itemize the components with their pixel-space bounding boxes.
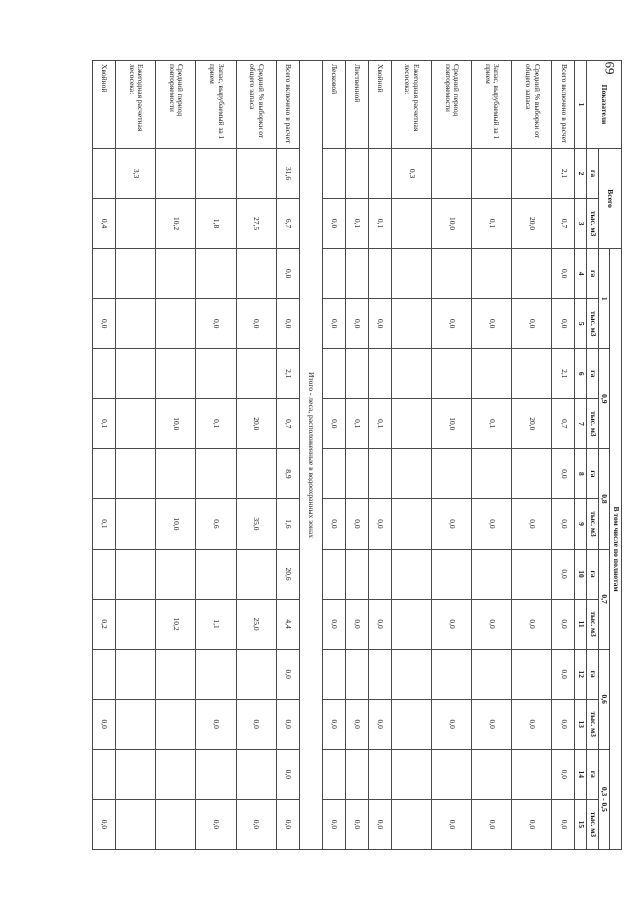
row-cell: 0,7 xyxy=(276,399,299,449)
row-cell xyxy=(345,549,368,599)
row-cell: 20,0 xyxy=(512,399,552,449)
row-cell xyxy=(512,449,552,499)
row-label: Лиственной xyxy=(345,61,368,149)
row-cell: 0,0 xyxy=(322,699,345,749)
row-cell: 0,0 xyxy=(322,599,345,649)
row-cell: 0,0 xyxy=(276,699,299,749)
table-row xyxy=(552,61,575,850)
row-cell: 0,0 xyxy=(552,249,575,299)
row-cell xyxy=(345,149,368,199)
table-row xyxy=(116,61,156,850)
row-cell: 0,7 xyxy=(552,399,575,449)
row-cell xyxy=(93,449,116,499)
row-cell: 0,0 xyxy=(345,799,368,849)
row-cell: 0,0 xyxy=(276,299,299,349)
row-cell xyxy=(322,149,345,199)
row-cell: 0,0 xyxy=(472,799,512,849)
table-row xyxy=(276,61,299,850)
column-numbers-row xyxy=(575,61,587,850)
row-cell: 31,6 xyxy=(276,149,299,199)
row-cell xyxy=(93,649,116,699)
row-cell: 0,0 xyxy=(276,799,299,849)
row-cell xyxy=(345,349,368,399)
row-cell xyxy=(432,649,472,699)
row-cell xyxy=(156,699,196,749)
row-label: Средний период повторяемости xyxy=(156,61,196,149)
row-cell: 0,0 xyxy=(368,799,391,849)
row-cell: 0,0 xyxy=(552,799,575,849)
row-cell xyxy=(236,749,276,799)
row-cell: 0,0 xyxy=(322,399,345,449)
row-cell xyxy=(472,349,512,399)
table-row xyxy=(472,61,512,850)
column-number: 8 xyxy=(575,449,587,499)
row-cell: 2,1 xyxy=(276,349,299,399)
row-cell xyxy=(116,299,156,349)
row-label: Ежегодная расчетная лесосека: xyxy=(391,61,431,149)
row-cell xyxy=(156,149,196,199)
row-cell xyxy=(512,149,552,199)
row-cell xyxy=(391,699,431,749)
row-cell: 0,4 xyxy=(93,199,116,249)
row-cell xyxy=(391,399,431,449)
row-cell xyxy=(93,549,116,599)
row-cell xyxy=(236,149,276,199)
table-row xyxy=(322,61,345,850)
row-cell xyxy=(432,349,472,399)
column-number: 4 xyxy=(575,249,587,299)
row-cell: 35,0 xyxy=(236,499,276,549)
row-cell xyxy=(116,499,156,549)
row-label: Запас, вырубаемый за 1 прием xyxy=(472,61,512,149)
row-cell: 0,0 xyxy=(472,699,512,749)
column-number: 15 xyxy=(575,799,587,849)
table-row xyxy=(93,61,116,850)
column-number: 7 xyxy=(575,399,587,449)
row-cell: 0,0 xyxy=(552,749,575,799)
row-cell xyxy=(116,449,156,499)
row-cell xyxy=(116,649,156,699)
unit-volume: тыс. м3 xyxy=(587,499,599,549)
row-cell: 0,0 xyxy=(432,299,472,349)
row-cell xyxy=(391,649,431,699)
row-cell: 0,1 xyxy=(345,199,368,249)
row-cell: 0,0 xyxy=(93,799,116,849)
row-cell xyxy=(391,299,431,349)
row-cell xyxy=(391,749,431,799)
row-cell xyxy=(93,249,116,299)
row-cell: 0,1 xyxy=(368,399,391,449)
row-cell xyxy=(156,799,196,849)
column-number: 6 xyxy=(575,349,587,399)
row-cell: 10,2 xyxy=(156,199,196,249)
unit-volume: тыс. м3 xyxy=(587,199,599,249)
row-cell: 2,1 xyxy=(552,149,575,199)
row-cell xyxy=(196,249,236,299)
density-group: 0,7 xyxy=(598,549,610,649)
row-cell: 3,3 xyxy=(116,149,156,199)
row-cell xyxy=(116,249,156,299)
row-cell: 0,0 xyxy=(93,299,116,349)
row-cell xyxy=(432,149,472,199)
row-label: Всего включено в расчет xyxy=(552,61,575,149)
allowable-cut-table xyxy=(92,60,622,850)
unit-ha: га xyxy=(587,249,599,299)
row-cell: 0,0 xyxy=(512,599,552,649)
row-cell: 10,0 xyxy=(156,499,196,549)
row-cell: 0,0 xyxy=(276,749,299,799)
row-label: Средний период повторяемости xyxy=(432,61,472,149)
row-cell: 0,0 xyxy=(345,299,368,349)
row-cell: 0,1 xyxy=(368,199,391,249)
row-cell xyxy=(156,749,196,799)
row-cell: 0,0 xyxy=(345,499,368,549)
row-label: Ежегодная расчетная лесосека: xyxy=(116,61,156,149)
row-cell: 10,0 xyxy=(156,399,196,449)
row-cell xyxy=(93,349,116,399)
row-cell: 20,6 xyxy=(276,549,299,599)
row-cell xyxy=(472,549,512,599)
column-number: 11 xyxy=(575,599,587,649)
unit-volume: тыс. м3 xyxy=(587,799,599,849)
column-number: 2 xyxy=(575,149,587,199)
row-cell xyxy=(391,599,431,649)
row-cell: 0,0 xyxy=(432,799,472,849)
row-cell: 10,0 xyxy=(432,199,472,249)
row-cell: 0,0 xyxy=(236,699,276,749)
column-number: 5 xyxy=(575,299,587,349)
row-cell: 20,0 xyxy=(512,199,552,249)
row-cell: 0,0 xyxy=(432,599,472,649)
row-cell: 0,0 xyxy=(322,299,345,349)
row-label: Лесковой xyxy=(322,61,345,149)
row-cell xyxy=(236,449,276,499)
header-total: Всего xyxy=(598,149,621,249)
row-cell xyxy=(368,249,391,299)
row-cell xyxy=(196,349,236,399)
row-cell xyxy=(391,549,431,599)
row-cell xyxy=(472,449,512,499)
row-cell xyxy=(512,649,552,699)
row-cell xyxy=(322,649,345,699)
row-cell: 27,5 xyxy=(236,199,276,249)
row-cell xyxy=(391,349,431,399)
row-cell xyxy=(368,749,391,799)
row-cell: 0,0 xyxy=(552,449,575,499)
row-cell: 0,0 xyxy=(368,699,391,749)
row-cell xyxy=(391,199,431,249)
row-label: Запас, вырубаемый за 1 прием xyxy=(196,61,236,149)
row-cell: 0,0 xyxy=(368,299,391,349)
density-group: 0,9 xyxy=(598,349,610,449)
row-cell xyxy=(116,749,156,799)
row-cell xyxy=(345,249,368,299)
row-cell xyxy=(472,249,512,299)
row-cell xyxy=(116,599,156,649)
unit-volume: тыс. м3 xyxy=(587,299,599,349)
table-row xyxy=(391,61,431,850)
table-row xyxy=(368,61,391,850)
unit-volume: тыс. м3 xyxy=(587,599,599,649)
row-cell: 0,0 xyxy=(196,699,236,749)
row-cell xyxy=(156,349,196,399)
row-cell: 1,8 xyxy=(196,199,236,249)
row-cell xyxy=(391,499,431,549)
row-cell xyxy=(512,349,552,399)
row-cell: 0,0 xyxy=(552,299,575,349)
row-cell: 0,0 xyxy=(552,549,575,599)
row-cell xyxy=(368,449,391,499)
row-cell: 0,0 xyxy=(512,799,552,849)
unit-ha: га xyxy=(587,649,599,699)
row-label: Хвойной xyxy=(368,61,391,149)
column-number: 13 xyxy=(575,699,587,749)
row-cell xyxy=(322,749,345,799)
row-cell xyxy=(472,749,512,799)
row-cell: 1,6 xyxy=(276,499,299,549)
row-cell xyxy=(391,799,431,849)
row-cell xyxy=(116,549,156,599)
row-cell: 0,0 xyxy=(472,499,512,549)
row-cell xyxy=(196,149,236,199)
unit-ha: га xyxy=(587,549,599,599)
row-cell xyxy=(156,249,196,299)
row-cell: 0,0 xyxy=(472,299,512,349)
density-group: 0,8 xyxy=(598,449,610,549)
table-row xyxy=(432,61,472,850)
row-cell: 0,0 xyxy=(236,799,276,849)
units-row xyxy=(587,61,599,850)
row-cell: 0,0 xyxy=(322,199,345,249)
row-cell xyxy=(236,249,276,299)
table-row xyxy=(345,61,368,850)
row-cell: 0,0 xyxy=(322,799,345,849)
unit-ha: га xyxy=(587,149,599,199)
table-row xyxy=(512,61,552,850)
row-cell xyxy=(322,449,345,499)
row-cell: 0,1 xyxy=(472,399,512,449)
row-cell xyxy=(432,449,472,499)
row-cell xyxy=(512,549,552,599)
row-cell: 0,0 xyxy=(322,499,345,549)
row-cell xyxy=(512,249,552,299)
row-cell xyxy=(196,449,236,499)
row-cell: 0,1 xyxy=(196,399,236,449)
column-number: 9 xyxy=(575,499,587,549)
unit-volume: тыс. м3 xyxy=(587,699,599,749)
row-cell xyxy=(236,649,276,699)
column-number: 1 xyxy=(575,61,587,149)
row-cell: 0,3 xyxy=(391,149,431,199)
row-cell xyxy=(368,649,391,699)
table-row xyxy=(196,61,236,850)
row-cell xyxy=(156,549,196,599)
row-cell: 0,0 xyxy=(552,499,575,549)
row-cell xyxy=(345,449,368,499)
row-label: Средний % выборки от общего запаса xyxy=(512,61,552,149)
row-cell xyxy=(322,249,345,299)
row-cell xyxy=(93,149,116,199)
row-cell: 0,0 xyxy=(368,499,391,549)
row-cell xyxy=(391,249,431,299)
row-cell: 0,0 xyxy=(432,499,472,549)
row-cell: 10,0 xyxy=(432,399,472,449)
row-cell: 0,1 xyxy=(93,499,116,549)
density-group: 0,6 xyxy=(598,649,610,749)
unit-ha: га xyxy=(587,449,599,499)
row-cell xyxy=(368,549,391,599)
unit-ha: га xyxy=(587,749,599,799)
column-number: 3 xyxy=(575,199,587,249)
row-cell: 0,0 xyxy=(512,699,552,749)
row-cell: 0,0 xyxy=(345,599,368,649)
row-cell xyxy=(368,149,391,199)
row-cell: 0,0 xyxy=(472,599,512,649)
row-label: Всего включено в расчет xyxy=(276,61,299,149)
header-indicators: Показатели xyxy=(587,61,622,149)
row-cell: 0,0 xyxy=(196,799,236,849)
row-cell: 0,0 xyxy=(196,299,236,349)
row-cell: 2,1 xyxy=(552,349,575,399)
header-by-density: В том числе по полнотам xyxy=(610,249,622,850)
column-number: 14 xyxy=(575,749,587,799)
table-row xyxy=(156,61,196,850)
row-cell xyxy=(391,449,431,499)
row-cell: 4,4 xyxy=(276,599,299,649)
row-cell xyxy=(236,349,276,399)
row-cell xyxy=(93,749,116,799)
row-cell xyxy=(368,349,391,399)
rotated-table-frame xyxy=(92,60,622,850)
row-cell: 0,0 xyxy=(236,299,276,349)
rotated-table-layer xyxy=(92,60,622,850)
row-cell: 0,0 xyxy=(512,299,552,349)
row-cell xyxy=(196,549,236,599)
row-cell: 1,1 xyxy=(196,599,236,649)
row-cell: 0,1 xyxy=(345,399,368,449)
column-number: 10 xyxy=(575,549,587,599)
page-number: 69 xyxy=(602,61,618,75)
row-label: Хвойной xyxy=(93,61,116,149)
section-title: Итого - леса, расположенные в водоохранных зонах xyxy=(299,61,322,850)
row-cell: 0,7 xyxy=(552,199,575,249)
row-cell xyxy=(322,349,345,399)
row-cell xyxy=(196,649,236,699)
row-cell xyxy=(512,749,552,799)
row-cell xyxy=(345,749,368,799)
density-group: 1 xyxy=(598,249,610,349)
column-number: 12 xyxy=(575,649,587,699)
section-title-row xyxy=(299,61,322,850)
row-cell xyxy=(156,649,196,699)
row-cell: 20,0 xyxy=(236,399,276,449)
row-label: Средний % выборки от общего запаса xyxy=(236,61,276,149)
row-cell: 0,0 xyxy=(345,699,368,749)
table-row xyxy=(236,61,276,850)
row-cell xyxy=(472,149,512,199)
row-cell xyxy=(156,449,196,499)
row-cell: 0,0 xyxy=(432,699,472,749)
row-cell: 0,0 xyxy=(276,249,299,299)
row-cell: 0,1 xyxy=(93,399,116,449)
row-cell xyxy=(116,399,156,449)
row-cell: 0,1 xyxy=(472,199,512,249)
row-cell: 8,9 xyxy=(276,449,299,499)
row-cell xyxy=(345,649,368,699)
row-cell: 25,0 xyxy=(236,599,276,649)
row-cell: 0,0 xyxy=(552,699,575,749)
row-cell xyxy=(116,349,156,399)
row-cell xyxy=(236,549,276,599)
row-cell xyxy=(322,549,345,599)
row-cell xyxy=(156,299,196,349)
row-cell: 0,0 xyxy=(512,499,552,549)
row-cell xyxy=(432,249,472,299)
row-cell: 0,0 xyxy=(552,599,575,649)
row-cell xyxy=(116,699,156,749)
row-cell: 0,2 xyxy=(93,599,116,649)
row-cell: 0,0 xyxy=(552,649,575,699)
row-cell xyxy=(432,549,472,599)
row-cell: 0,0 xyxy=(276,649,299,699)
unit-volume: тыс. м3 xyxy=(587,399,599,449)
row-cell xyxy=(432,749,472,799)
row-cell: 0,0 xyxy=(93,699,116,749)
row-cell: 6,7 xyxy=(276,199,299,249)
row-cell: 0,6 xyxy=(196,499,236,549)
row-cell: 10,2 xyxy=(156,599,196,649)
row-cell: 0,0 xyxy=(368,599,391,649)
row-cell xyxy=(472,649,512,699)
row-cell xyxy=(116,799,156,849)
density-group: 0,3 - 0,5 xyxy=(598,749,610,849)
row-cell xyxy=(196,749,236,799)
row-cell xyxy=(116,199,156,249)
unit-ha: га xyxy=(587,349,599,399)
table-body xyxy=(93,61,576,850)
